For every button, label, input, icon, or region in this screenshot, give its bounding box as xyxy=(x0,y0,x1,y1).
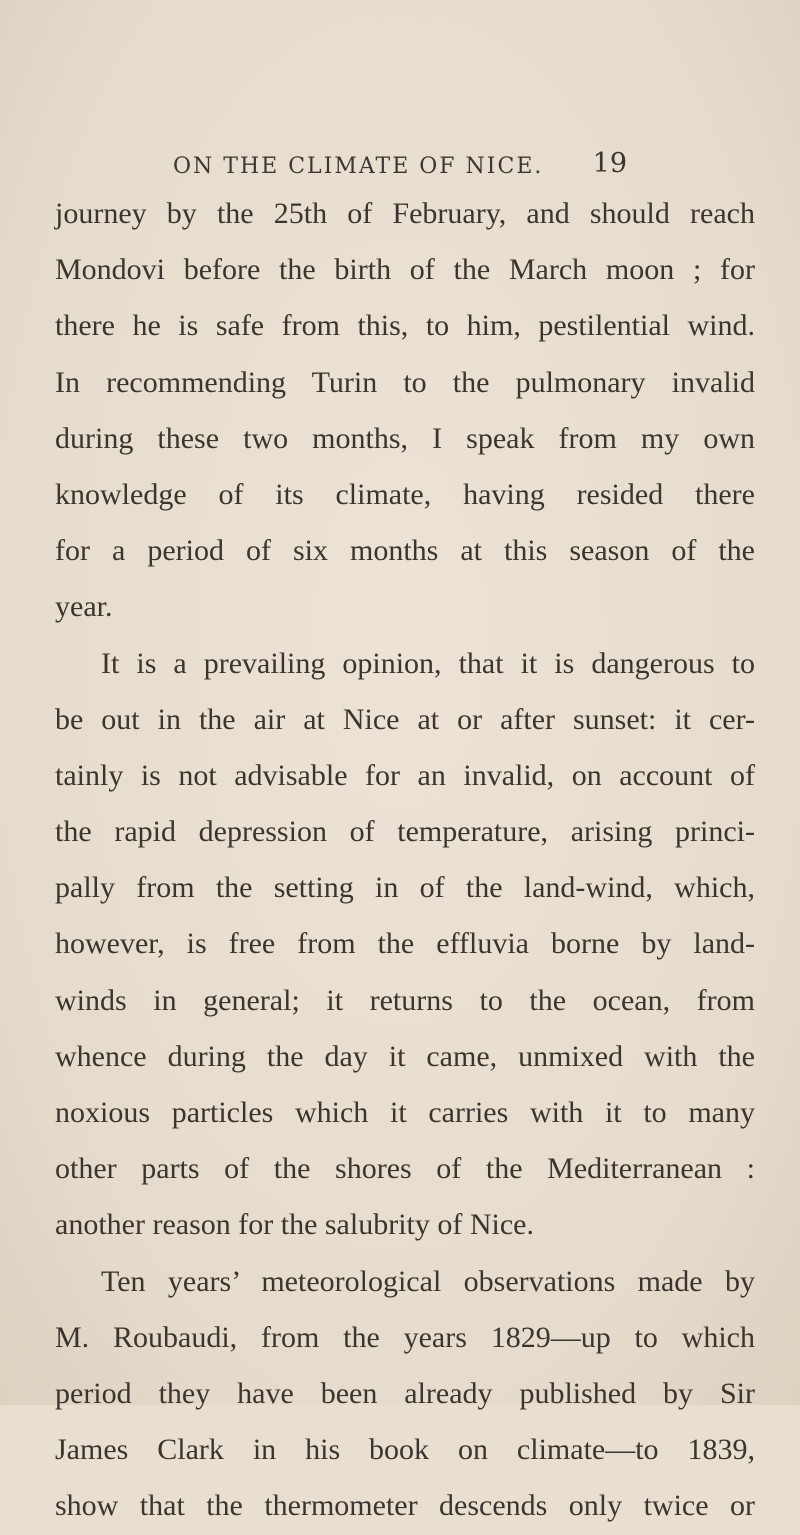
text-line: there he is safe from this, to him, pestilential wind. xyxy=(55,309,755,343)
text-line: tainly is not advisable for an invalid, on account of xyxy=(55,758,755,792)
page-number: 19 xyxy=(592,148,627,179)
text-line: another reason for the salubrity of Nice. xyxy=(55,1208,534,1242)
text-line: pally from the setting in of the land-wind, which, xyxy=(55,871,755,905)
text-line: the rapid depression of temperature, arising princi- xyxy=(55,815,755,849)
text-line: Mondovi before the birth of the March moon ; for xyxy=(55,253,755,287)
text-line: James Clark in his book on climate—to 1839, xyxy=(55,1433,755,1467)
text-line: journey by the 25th of February, and should reach xyxy=(55,197,755,230)
text-line: be out in the air at Nice at or after sunset: it cer- xyxy=(55,702,755,736)
text-line: In recommending Turin to the pulmonary invalid xyxy=(55,365,755,399)
body-text xyxy=(55,186,755,1535)
text-line: during these two months, I speak from my own xyxy=(55,421,755,455)
text-line: show that the thermometer descends only twice or xyxy=(55,1489,755,1523)
text-line: other parts of the shores of the Mediterranean : xyxy=(55,1152,755,1186)
text-line: however, is free from the effluvia borne by land- xyxy=(55,927,755,961)
text-line: M. Roubaudi, from the years 1829—up to which xyxy=(55,1320,755,1354)
text-line: period they have been already published by Sir xyxy=(55,1376,755,1410)
text-line: winds in general; it returns to the ocean, from xyxy=(55,983,755,1017)
text-line: year. xyxy=(55,590,113,624)
text-line: noxious particles which it carries with it to many xyxy=(55,1096,755,1129)
text-line: knowledge of its climate, having resided there xyxy=(55,477,755,511)
text-line: Ten years’ meteorological observations made by xyxy=(101,1264,755,1298)
text-line: whence during the day it came, unmixed with the xyxy=(55,1039,755,1073)
text-line: It is a prevailing opinion, that it is dangerous to xyxy=(101,646,755,680)
text-line: for a period of six months at this season of the xyxy=(55,534,755,568)
page-header xyxy=(173,148,633,188)
running-title: ON THE CLIMATE OF NICE. xyxy=(173,154,544,179)
